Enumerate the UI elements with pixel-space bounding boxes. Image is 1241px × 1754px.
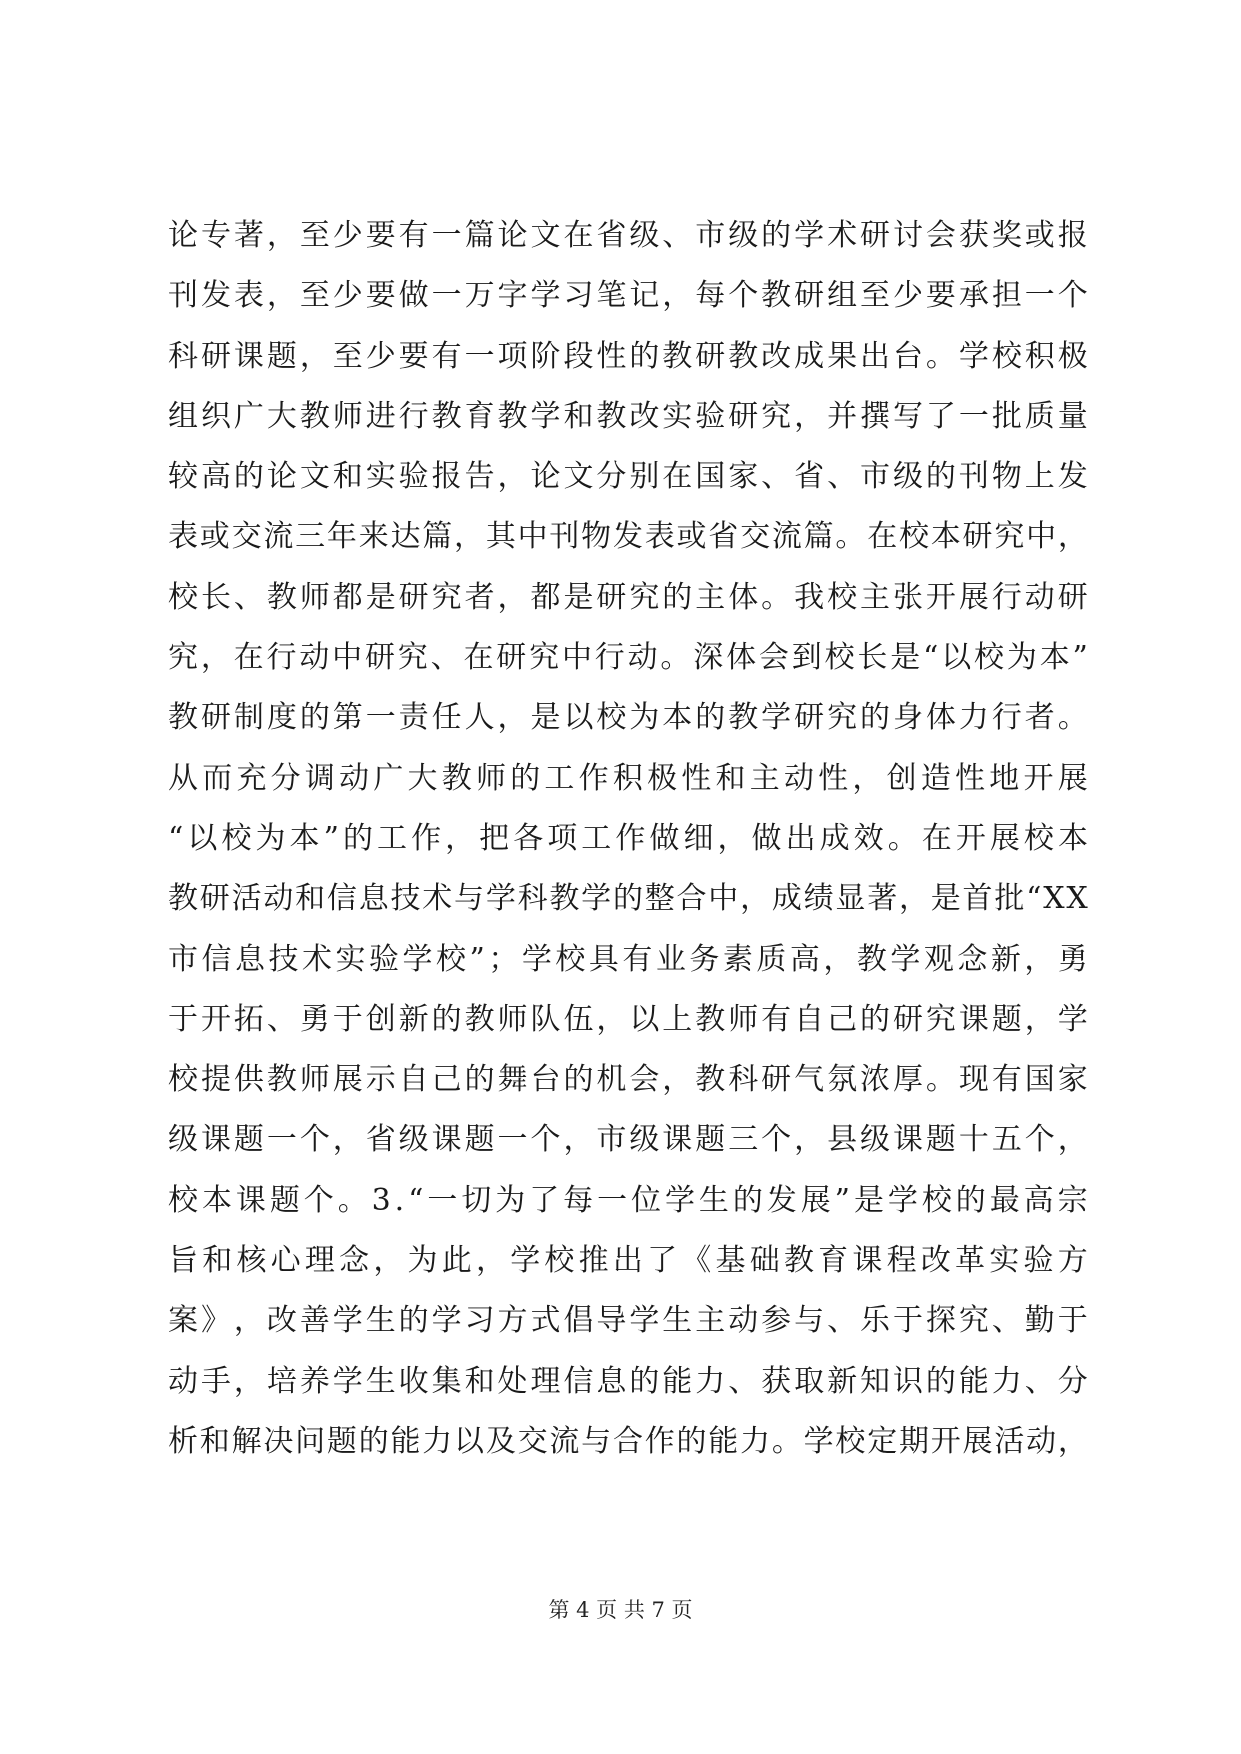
text-line: 旨 和 核 心 理 念 ， 为 此 ， 学 校 推 出 了 《 基 础 教 育 课 程 改 革 实 验 方 <box>168 1243 1088 1279</box>
page-number-footer: 第 4 页 共 7 页 <box>548 1598 693 1622</box>
text-line: 市 信 息 技 术 实 验 学 校 ” ； 学 校 具 有 业 务 素 质 高 ， 教 学 观 念 新 ， 勇 <box>168 941 1088 977</box>
text-line: 刊 发 表 ， 至 少 要 做 一 万 字 学 习 笔 记 ， 每 个 教 研 组 至 少 要 承 担 一 个 <box>168 278 1088 314</box>
text-line: 教 研 活 动 和 信 息 技 术 与 学 科 教 学 的 整 合 中 ， 成 绩 显 著 ， 是 首 批 “ X X <box>168 881 1088 917</box>
text-line: 案 》 ， 改 善 学 生 的 学 习 方 式 倡 导 学 生 主 动 参 与 、 乐 于 探 究 、 勤 于 <box>168 1303 1088 1339</box>
text-line: 表 或 交 流 三 年 来 达 篇 ， 其 中 刊 物 发 表 或 省 交 流 篇 。 在 校 本 研 究 中 ， <box>168 519 1088 555</box>
text-line: 校 长 、 教 师 都 是 研 究 者 ， 都 是 研 究 的 主 体 。 我 校 主 张 开 展 行 动 研 <box>168 579 1088 615</box>
text-line: 科 研 课 题 ， 至 少 要 有 一 项 阶 段 性 的 教 研 教 改 成 果 出 台 。 学 校 积 极 <box>168 338 1088 374</box>
text-line: 于 开 拓 、 勇 于 创 新 的 教 师 队 伍 ， 以 上 教 师 有 自 己 的 研 究 课 题 ， 学 <box>168 1001 1088 1037</box>
text-line: 级 课 题 一 个 ， 省 级 课 题 一 个 ， 市 级 课 题 三 个 ， 县 级 课 题 十 五 个 ， <box>168 1122 1088 1158</box>
text-line: 教 研 制 度 的 第 一 责 任 人 ， 是 以 校 为 本 的 教 学 研 究 的 身 体 力 行 者 。 <box>168 700 1088 736</box>
text-line: 从 而 充 分 调 动 广 大 教 师 的 工 作 积 极 性 和 主 动 性 ， 创 造 性 地 开 展 <box>168 760 1088 796</box>
text-line: 校 本 课 题 个 。 3 . “ 一 切 为 了 每 一 位 学 生 的 发 展 ” 是 学 校 的 最 高 宗 <box>168 1182 1088 1218</box>
text-line: 论 专 著 ， 至 少 要 有 一 篇 论 文 在 省 级 、 市 级 的 学 术 研 讨 会 获 奖 或 报 <box>168 218 1088 253</box>
text-line: 较 高 的 论 文 和 实 验 报 告 ， 论 文 分 别 在 国 家 、 省 、 市 级 的 刊 物 上 发 <box>168 459 1088 495</box>
text-line: 组 织 广 大 教 师 进 行 教 育 教 学 和 教 改 实 验 研 究 ， 并 撰 写 了 一 批 质 量 <box>168 398 1088 434</box>
text-line: 校 提 供 教 师 展 示 自 己 的 舞 台 的 机 会 ， 教 科 研 气 氛 浓 厚 。 现 有 国 家 <box>168 1062 1088 1098</box>
text-line: “ 以 校 为 本 ” 的 工 作 ， 把 各 项 工 作 做 细 ， 做 出 成 效 。 在 开 展 校 本 <box>168 820 1088 856</box>
text-line: 析 和 解 决 问 题 的 能 力 以 及 交 流 与 合 作 的 能 力 。 学 校 定 期 开 展 活 动 ， <box>168 1423 1088 1459</box>
text-line: 动 手 ， 培 养 学 生 收 集 和 处 理 信 息 的 能 力 、 获 取 新 知 识 的 能 力 、 分 <box>168 1363 1088 1399</box>
text-line: 究 ， 在 行 动 中 研 究 、 在 研 究 中 行 动 。 深 体 会 到 校 长 是 “ 以 校 为 本 ” <box>168 640 1088 676</box>
body-text <box>168 206 1088 1472</box>
